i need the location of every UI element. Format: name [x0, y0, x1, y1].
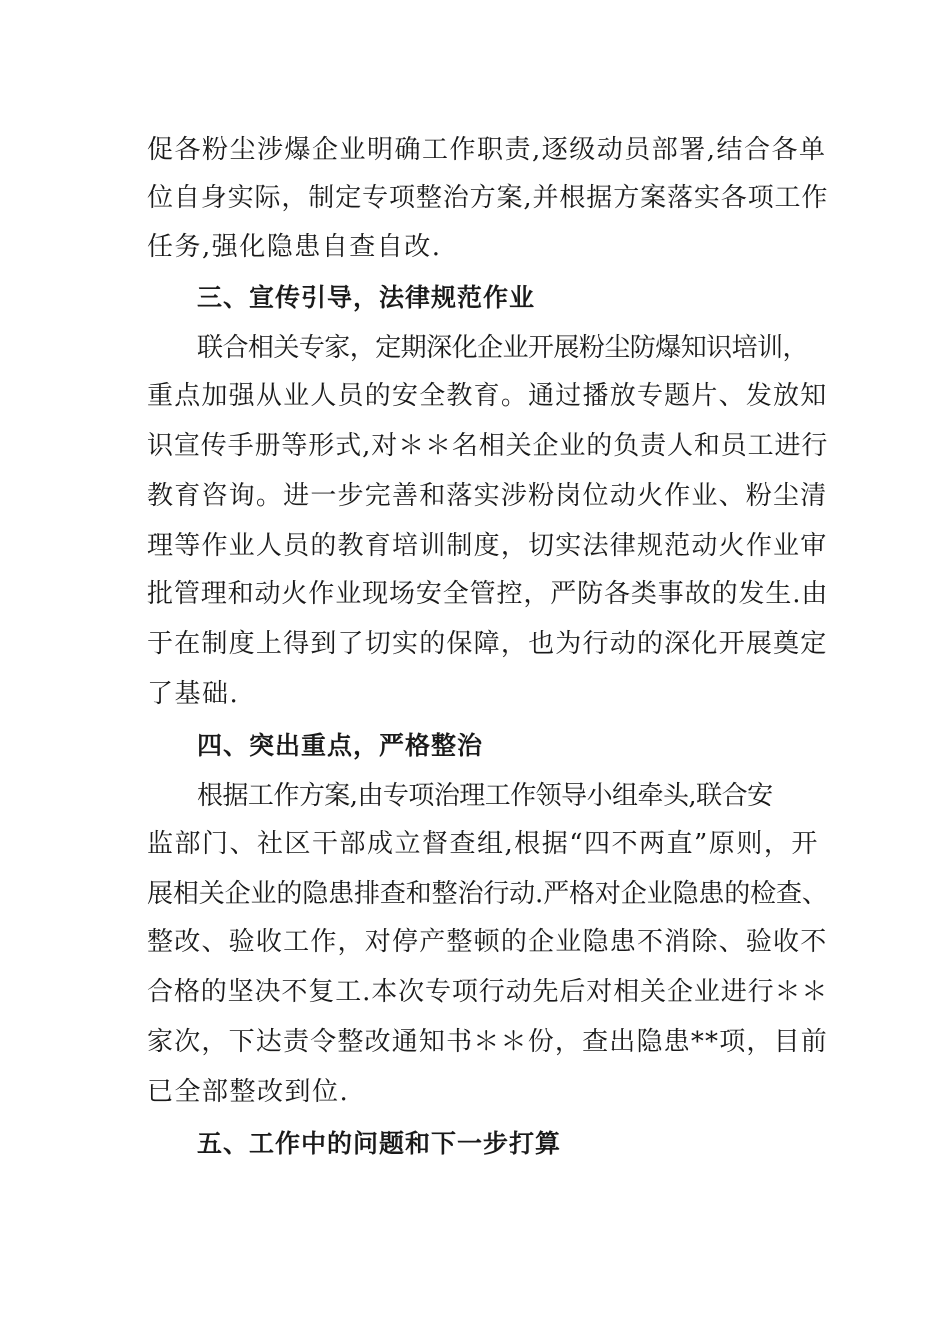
section-heading-5: 五、工作中的问题和下一步打算 [197, 1129, 562, 1158]
paragraph-line: 位自身实际，制定专项整治方案,并根据方案落实各项工作 [147, 183, 829, 213]
paragraph-line: 监部门、社区干部成立督查组,根据“四不两直”原则，开 [147, 829, 819, 859]
paragraph-line: 教育咨询。进一步完善和落实涉粉岗位动火作业、粉尘清 [147, 481, 828, 511]
paragraph-line: 理等作业人员的教育培训制度，切实法律规范动火作业审 [147, 531, 828, 561]
paragraph-line: 了基础. [147, 679, 240, 709]
paragraph-line: 任务,强化隐患自查自改. [147, 232, 442, 262]
paragraph-line: 识宣传手册等形式,对＊＊名相关企业的负责人和员工进行 [147, 431, 829, 461]
section-heading-3: 三、宣传引导，法律规范作业 [197, 283, 536, 312]
paragraph-line: 批管理和动火作业现场安全管控，严防各类事故的发生.由 [147, 579, 829, 609]
paragraph-line: 重点加强从业人员的安全教育。通过播放专题片、发放知 [147, 381, 828, 411]
paragraph-line: 家次，下达责令整改通知书＊＊份，查出隐患**项，目前 [147, 1027, 829, 1057]
paragraph-line: 促各粉尘涉爆企业明确工作职责,逐级动员部署,结合各单 [147, 135, 827, 165]
paragraph-line: 已全部整改到位. [147, 1077, 350, 1107]
section-heading-4: 四、突出重点，严格整治 [197, 731, 484, 760]
paragraph-line: 合格的坚决不复工.本次专项行动先后对相关企业进行＊＊ [147, 977, 829, 1007]
paragraph-line: 联合相关专家，定期深化企业开展粉尘防爆知识培训， [197, 333, 809, 363]
paragraph-line: 整改、验收工作，对停产整顿的企业隐患不消除、验收不 [147, 927, 828, 957]
paragraph-line: 根据工作方案,由专项治理工作领导小组牵头,联合安 [197, 781, 773, 811]
paragraph-line: 展相关企业的隐患排查和整治行动.严格对企业隐患的检查、 [147, 879, 828, 909]
paragraph-line: 于在制度上得到了切实的保障，也为行动的深化开展奠定 [147, 629, 828, 659]
